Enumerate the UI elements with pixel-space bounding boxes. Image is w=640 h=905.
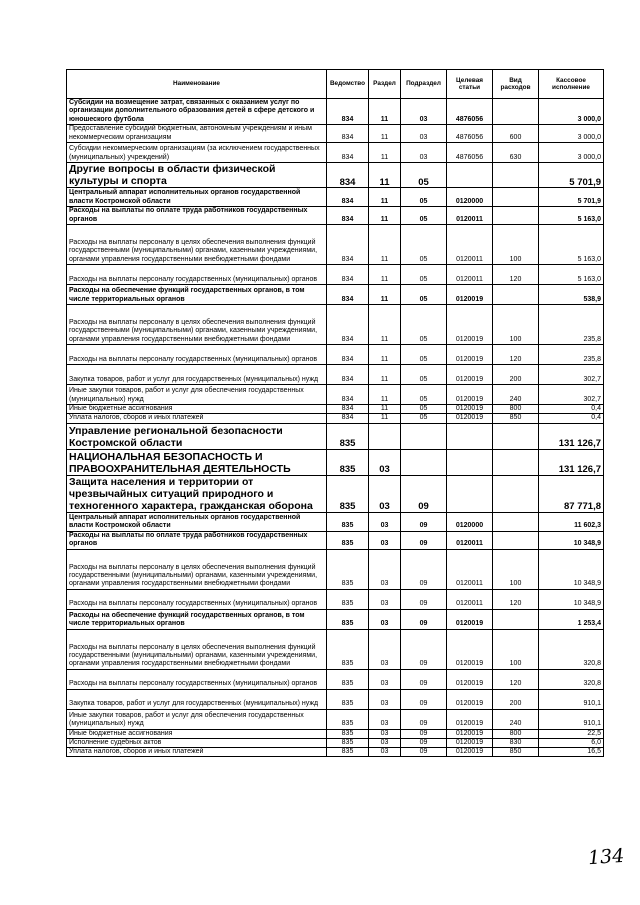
cell-exec: 0,4 bbox=[539, 405, 604, 414]
table-row bbox=[67, 285, 604, 305]
cell-exp: 100 bbox=[493, 549, 539, 589]
cell-target: 0120019 bbox=[447, 345, 493, 365]
cell-exec: 87 771,8 bbox=[539, 475, 604, 512]
cell-subsection: 05 bbox=[401, 207, 447, 225]
cell-name: Расходы на выплаты персоналу в целях обеспечения выполнения функций государственными (муниципальными) органами, казенными учреждениями, органами управления государственными внебюджетными фондами bbox=[67, 629, 327, 669]
cell-section: 11 bbox=[369, 345, 401, 365]
table-row bbox=[67, 629, 604, 669]
cell-section: 03 bbox=[369, 512, 401, 531]
cell-subsection: 09 bbox=[401, 609, 447, 629]
cell-exp: 630 bbox=[493, 143, 539, 163]
cell-dept: 835 bbox=[327, 475, 369, 512]
cell-dept: 834 bbox=[327, 188, 369, 207]
cell-exec: 5 163,0 bbox=[539, 265, 604, 285]
table-row bbox=[67, 475, 604, 512]
cell-name: Предоставление субсидий бюджетным, автономным учреждениям и иным некоммерческим организациям bbox=[67, 125, 327, 143]
cell-exp: 850 bbox=[493, 748, 539, 757]
cell-target: 0120019 bbox=[447, 405, 493, 414]
cell-section: 11 bbox=[369, 285, 401, 305]
table-row bbox=[67, 188, 604, 207]
cell-subsection: 05 bbox=[401, 405, 447, 414]
cell-name: Расходы на выплаты персоналу в целях обеспечения выполнения функций государственными (муниципальными) органами, казенными учреждениями, органами управления государственными внебюджетными фондами bbox=[67, 225, 327, 265]
cell-exp: 240 bbox=[493, 385, 539, 405]
cell-exec: 3 000,0 bbox=[539, 143, 604, 163]
cell-dept: 835 bbox=[327, 512, 369, 531]
cell-target: 0120019 bbox=[447, 709, 493, 729]
table-row bbox=[67, 423, 604, 449]
cell-section: 11 bbox=[369, 414, 401, 423]
cell-exp bbox=[493, 609, 539, 629]
cell-exp: 830 bbox=[493, 738, 539, 747]
cell-exp bbox=[493, 512, 539, 531]
cell-section: 11 bbox=[369, 365, 401, 385]
cell-target: 0120019 bbox=[447, 385, 493, 405]
cell-name: Расходы на выплаты персоналу государственных (муниципальных) органов bbox=[67, 589, 327, 609]
cell-target: 0120011 bbox=[447, 589, 493, 609]
cell-section: 11 bbox=[369, 305, 401, 345]
table-row bbox=[67, 669, 604, 689]
cell-exp bbox=[493, 99, 539, 125]
cell-name: Расходы на выплаты персоналу в целях обеспечения выполнения функций государственными (муниципальными) органами, казенными учреждениями, органами управления государственными внебюджетными фондами bbox=[67, 549, 327, 589]
cell-exp: 850 bbox=[493, 414, 539, 423]
cell-subsection: 05 bbox=[401, 225, 447, 265]
cell-subsection: 09 bbox=[401, 689, 447, 709]
cell-dept: 834 bbox=[327, 225, 369, 265]
cell-target: 0120000 bbox=[447, 512, 493, 531]
table-row bbox=[67, 207, 604, 225]
cell-exp: 240 bbox=[493, 709, 539, 729]
cell-section: 03 bbox=[369, 531, 401, 549]
cell-name: Иные бюджетные ассигнования bbox=[67, 729, 327, 738]
table-body bbox=[67, 99, 604, 757]
cell-subsection: 05 bbox=[401, 385, 447, 405]
table-row bbox=[67, 729, 604, 738]
cell-section: 03 bbox=[369, 609, 401, 629]
cell-name: Закупка товаров, работ и услуг для государственных (муниципальных) нужд bbox=[67, 689, 327, 709]
cell-name: НАЦИОНАЛЬНАЯ БЕЗОПАСНОСТЬ И ПРАВООХРАНИТЕЛЬНАЯ ДЕЯТЕЛЬНОСТЬ bbox=[67, 449, 327, 475]
cell-subsection: 09 bbox=[401, 512, 447, 531]
cell-target: 4876056 bbox=[447, 143, 493, 163]
cell-subsection: 05 bbox=[401, 365, 447, 385]
header-subsection: Подраздел bbox=[401, 70, 447, 99]
cell-exp bbox=[493, 475, 539, 512]
cell-exec: 302,7 bbox=[539, 365, 604, 385]
cell-subsection: 03 bbox=[401, 143, 447, 163]
header-target: Целевая статьи bbox=[447, 70, 493, 99]
table-row bbox=[67, 99, 604, 125]
cell-target: 4876056 bbox=[447, 125, 493, 143]
cell-dept: 834 bbox=[327, 305, 369, 345]
cell-section: 11 bbox=[369, 385, 401, 405]
cell-subsection: 09 bbox=[401, 709, 447, 729]
cell-subsection: 09 bbox=[401, 738, 447, 747]
cell-name: Центральный аппарат исполнительных органов государственной власти Костромской области bbox=[67, 512, 327, 531]
cell-section: 03 bbox=[369, 748, 401, 757]
cell-name: Расходы на выплаты персоналу государственных (муниципальных) органов bbox=[67, 669, 327, 689]
cell-dept: 834 bbox=[327, 143, 369, 163]
cell-subsection: 09 bbox=[401, 475, 447, 512]
cell-exec: 235,8 bbox=[539, 305, 604, 345]
cell-dept: 834 bbox=[327, 345, 369, 365]
cell-exec: 910,1 bbox=[539, 709, 604, 729]
table-row bbox=[67, 345, 604, 365]
cell-exp bbox=[493, 207, 539, 225]
cell-dept: 834 bbox=[327, 285, 369, 305]
cell-exec: 0,4 bbox=[539, 414, 604, 423]
cell-subsection: 05 bbox=[401, 285, 447, 305]
cell-target: 0120019 bbox=[447, 305, 493, 345]
cell-name: Управление региональной безопасности Костромской области bbox=[67, 423, 327, 449]
cell-name: Расходы на выплаты персоналу в целях обеспечения выполнения функций государственными (муниципальными) органами, казенными учреждениями, органами управления государственными внебюджетными фондами bbox=[67, 305, 327, 345]
cell-section: 11 bbox=[369, 225, 401, 265]
cell-exec: 320,8 bbox=[539, 629, 604, 669]
cell-name: Иные закупки товаров, работ и услуг для обеспечения государственных (муниципальных) нужд bbox=[67, 709, 327, 729]
cell-subsection: 09 bbox=[401, 589, 447, 609]
cell-subsection: 05 bbox=[401, 345, 447, 365]
cell-dept: 834 bbox=[327, 414, 369, 423]
table-row bbox=[67, 748, 604, 757]
cell-exec: 6,0 bbox=[539, 738, 604, 747]
cell-dept: 835 bbox=[327, 729, 369, 738]
cell-exec: 302,7 bbox=[539, 385, 604, 405]
cell-name: Другие вопросы в области физической культуры и спорта bbox=[67, 163, 327, 188]
cell-target: 0120019 bbox=[447, 729, 493, 738]
table-row bbox=[67, 405, 604, 414]
cell-exp: 120 bbox=[493, 265, 539, 285]
cell-exec: 5 163,0 bbox=[539, 207, 604, 225]
cell-exp: 200 bbox=[493, 689, 539, 709]
cell-section: 03 bbox=[369, 689, 401, 709]
cell-dept: 834 bbox=[327, 265, 369, 285]
cell-exp: 100 bbox=[493, 225, 539, 265]
cell-exp: 120 bbox=[493, 589, 539, 609]
cell-section: 03 bbox=[369, 709, 401, 729]
cell-exec: 320,8 bbox=[539, 669, 604, 689]
cell-target: 0120019 bbox=[447, 669, 493, 689]
table-row bbox=[67, 225, 604, 265]
cell-exec: 10 348,9 bbox=[539, 531, 604, 549]
cell-exec: 10 348,9 bbox=[539, 589, 604, 609]
cell-dept: 835 bbox=[327, 689, 369, 709]
table-row bbox=[67, 385, 604, 405]
cell-target: 0120019 bbox=[447, 414, 493, 423]
cell-name: Защита населения и территории от чрезвычайных ситуаций природного и техногенного характера, гражданская оборона bbox=[67, 475, 327, 512]
cell-section: 03 bbox=[369, 629, 401, 669]
cell-target: 0120011 bbox=[447, 549, 493, 589]
cell-subsection: 05 bbox=[401, 163, 447, 188]
budget-table-container bbox=[66, 69, 603, 757]
cell-name: Расходы на выплаты по оплате труда работников государственных органов bbox=[67, 207, 327, 225]
cell-target bbox=[447, 163, 493, 188]
table-row bbox=[67, 531, 604, 549]
cell-dept: 834 bbox=[327, 99, 369, 125]
cell-subsection: 09 bbox=[401, 669, 447, 689]
cell-section: 11 bbox=[369, 207, 401, 225]
cell-target: 0120011 bbox=[447, 265, 493, 285]
cell-target bbox=[447, 449, 493, 475]
cell-dept: 835 bbox=[327, 609, 369, 629]
cell-exp: 120 bbox=[493, 669, 539, 689]
table-row bbox=[67, 125, 604, 143]
cell-exec: 235,8 bbox=[539, 345, 604, 365]
cell-dept: 835 bbox=[327, 589, 369, 609]
header-exec: Кассовое исполнение bbox=[539, 70, 604, 99]
cell-exp: 120 bbox=[493, 345, 539, 365]
cell-section: 03 bbox=[369, 729, 401, 738]
cell-section: 11 bbox=[369, 405, 401, 414]
cell-name: Иные закупки товаров, работ и услуг для обеспечения государственных (муниципальных) нужд bbox=[67, 385, 327, 405]
table-row bbox=[67, 689, 604, 709]
cell-section bbox=[369, 423, 401, 449]
table-row bbox=[67, 365, 604, 385]
table-row bbox=[67, 143, 604, 163]
cell-exec: 16,5 bbox=[539, 748, 604, 757]
cell-subsection: 09 bbox=[401, 549, 447, 589]
cell-subsection: 05 bbox=[401, 305, 447, 345]
cell-target: 0120011 bbox=[447, 225, 493, 265]
cell-exp bbox=[493, 188, 539, 207]
table-row bbox=[67, 414, 604, 423]
cell-dept: 834 bbox=[327, 405, 369, 414]
page-number: 134 bbox=[587, 844, 625, 870]
table-row bbox=[67, 738, 604, 747]
cell-dept: 834 bbox=[327, 125, 369, 143]
cell-target: 0120019 bbox=[447, 689, 493, 709]
cell-section: 11 bbox=[369, 99, 401, 125]
cell-section: 03 bbox=[369, 589, 401, 609]
cell-dept: 835 bbox=[327, 738, 369, 747]
cell-dept: 835 bbox=[327, 531, 369, 549]
header-dept: Ведомство bbox=[327, 70, 369, 99]
cell-exp bbox=[493, 449, 539, 475]
cell-subsection: 09 bbox=[401, 629, 447, 669]
cell-dept: 835 bbox=[327, 709, 369, 729]
cell-target: 0120011 bbox=[447, 531, 493, 549]
cell-subsection: 05 bbox=[401, 188, 447, 207]
cell-dept: 835 bbox=[327, 629, 369, 669]
cell-exec: 1 253,4 bbox=[539, 609, 604, 629]
budget-execution-table bbox=[66, 69, 604, 757]
cell-exp: 200 bbox=[493, 365, 539, 385]
cell-section: 03 bbox=[369, 449, 401, 475]
table-row bbox=[67, 512, 604, 531]
cell-section: 03 bbox=[369, 669, 401, 689]
cell-dept: 834 bbox=[327, 163, 369, 188]
cell-exec: 5 701,9 bbox=[539, 163, 604, 188]
cell-exec: 3 000,0 bbox=[539, 99, 604, 125]
cell-section: 11 bbox=[369, 143, 401, 163]
cell-name: Расходы на выплаты персоналу государственных (муниципальных) органов bbox=[67, 345, 327, 365]
cell-exp: 600 bbox=[493, 125, 539, 143]
table-row bbox=[67, 265, 604, 285]
header-name: Наименование bbox=[67, 70, 327, 99]
cell-name: Уплата налогов, сборов и иных платежей bbox=[67, 414, 327, 423]
cell-subsection: 05 bbox=[401, 265, 447, 285]
cell-target: 0120019 bbox=[447, 738, 493, 747]
cell-target: 4876056 bbox=[447, 99, 493, 125]
cell-name: Закупка товаров, работ и услуг для государственных (муниципальных) нужд bbox=[67, 365, 327, 385]
cell-subsection: 09 bbox=[401, 729, 447, 738]
cell-target: 0120019 bbox=[447, 748, 493, 757]
table-row bbox=[67, 589, 604, 609]
cell-name: Расходы на обеспечение функций государственных органов, в том числе территориальных органов bbox=[67, 609, 327, 629]
cell-dept: 835 bbox=[327, 449, 369, 475]
cell-dept: 834 bbox=[327, 207, 369, 225]
table-row bbox=[67, 549, 604, 589]
cell-dept: 834 bbox=[327, 385, 369, 405]
table-row bbox=[67, 609, 604, 629]
cell-dept: 835 bbox=[327, 549, 369, 589]
cell-name: Расходы на выплаты по оплате труда работников государственных органов bbox=[67, 531, 327, 549]
cell-name: Уплата налогов, сборов и иных платежей bbox=[67, 748, 327, 757]
cell-target: 0120019 bbox=[447, 365, 493, 385]
cell-exp: 800 bbox=[493, 405, 539, 414]
cell-exec: 131 126,7 bbox=[539, 423, 604, 449]
cell-exp bbox=[493, 423, 539, 449]
table-row bbox=[67, 709, 604, 729]
cell-section: 11 bbox=[369, 163, 401, 188]
cell-section: 03 bbox=[369, 738, 401, 747]
cell-name: Центральный аппарат исполнительных органов государственной власти Костромской области bbox=[67, 188, 327, 207]
cell-subsection: 03 bbox=[401, 99, 447, 125]
cell-target bbox=[447, 475, 493, 512]
cell-dept: 835 bbox=[327, 669, 369, 689]
table-row bbox=[67, 449, 604, 475]
cell-name: Расходы на обеспечение функций государственных органов, в том числе территориальных органов bbox=[67, 285, 327, 305]
cell-section: 11 bbox=[369, 188, 401, 207]
cell-subsection: 03 bbox=[401, 125, 447, 143]
cell-subsection bbox=[401, 449, 447, 475]
cell-name: Субсидии на возмещение затрат, связанных с оказанием услуг по организации дополнительного образования детей в сфере детского и юношеского футбола bbox=[67, 99, 327, 125]
header-exp: Вид расходов bbox=[493, 70, 539, 99]
cell-subsection: 09 bbox=[401, 748, 447, 757]
cell-exec: 5 163,0 bbox=[539, 225, 604, 265]
table-row bbox=[67, 305, 604, 345]
cell-exec: 3 000,0 bbox=[539, 125, 604, 143]
cell-exec: 22,5 bbox=[539, 729, 604, 738]
cell-target: 0120019 bbox=[447, 609, 493, 629]
table-header-row bbox=[67, 70, 604, 99]
cell-name: Исполнение судебных актов bbox=[67, 738, 327, 747]
cell-name: Субсидии некоммерческим организациям (за исключением государственных (муниципальных) учреждений) bbox=[67, 143, 327, 163]
cell-target: 0120011 bbox=[447, 207, 493, 225]
cell-exec: 5 701,9 bbox=[539, 188, 604, 207]
cell-target: 0120000 bbox=[447, 188, 493, 207]
header-section: Раздел bbox=[369, 70, 401, 99]
cell-exp bbox=[493, 285, 539, 305]
cell-exec: 10 348,9 bbox=[539, 549, 604, 589]
cell-subsection: 09 bbox=[401, 531, 447, 549]
cell-subsection: 05 bbox=[401, 414, 447, 423]
cell-section: 11 bbox=[369, 265, 401, 285]
cell-section: 03 bbox=[369, 549, 401, 589]
cell-target bbox=[447, 423, 493, 449]
cell-exp: 800 bbox=[493, 729, 539, 738]
cell-exec: 538,9 bbox=[539, 285, 604, 305]
cell-section: 03 bbox=[369, 475, 401, 512]
cell-exec: 910,1 bbox=[539, 689, 604, 709]
cell-exec: 131 126,7 bbox=[539, 449, 604, 475]
cell-name: Иные бюджетные ассигнования bbox=[67, 405, 327, 414]
cell-exp: 100 bbox=[493, 305, 539, 345]
cell-subsection bbox=[401, 423, 447, 449]
cell-name: Расходы на выплаты персоналу государственных (муниципальных) органов bbox=[67, 265, 327, 285]
cell-dept: 835 bbox=[327, 748, 369, 757]
cell-dept: 835 bbox=[327, 423, 369, 449]
cell-exp bbox=[493, 163, 539, 188]
cell-exec: 11 602,3 bbox=[539, 512, 604, 531]
cell-target: 0120019 bbox=[447, 629, 493, 669]
cell-dept: 834 bbox=[327, 365, 369, 385]
cell-section: 11 bbox=[369, 125, 401, 143]
cell-exp bbox=[493, 531, 539, 549]
cell-target: 0120019 bbox=[447, 285, 493, 305]
table-row bbox=[67, 163, 604, 188]
cell-exp: 100 bbox=[493, 629, 539, 669]
